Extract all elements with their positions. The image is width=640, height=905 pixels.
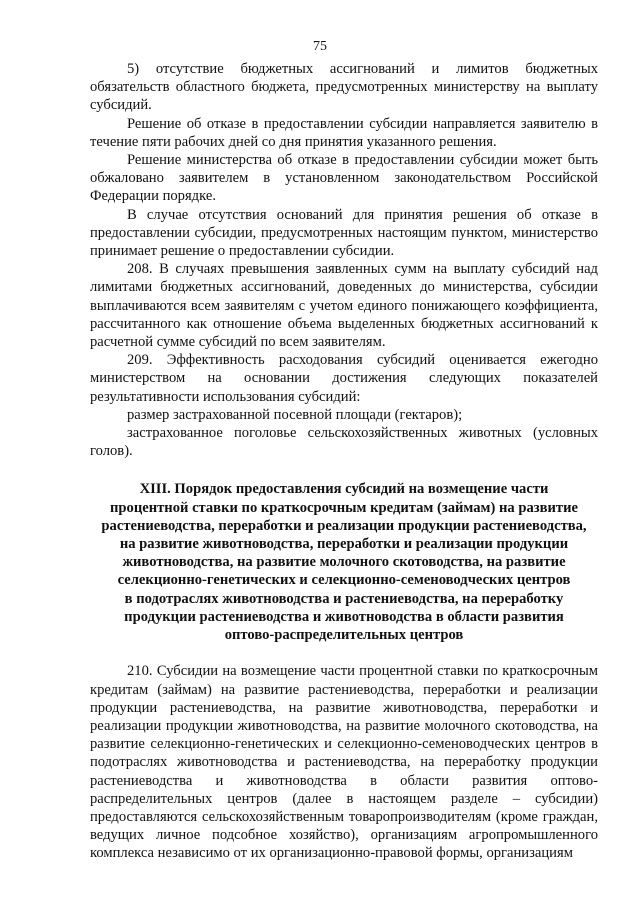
section-heading-line: на развитие животноводства, переработки и реализации продукции — [119, 536, 569, 553]
paragraph-refusal-notice: Решение об отказе в предоставлении субсидии направляется заявителю в течение пяти рабочих дней со дня принятия указанного решения. — [90, 115, 598, 150]
paragraph-decision: В случае отсутствия оснований для принятия решения об отказе в предоставлении субсидии, предусмотренных настоящим пунктом, министерство принимает решение о предоставлении субсидии. — [90, 206, 598, 260]
paragraph-indicator-area: размер застрахованной посевной площади (гектаров); — [127, 406, 463, 423]
section-heading-line: продукции растениеводства и животноводства в области развития — [124, 608, 564, 625]
section-heading-line: процентной ставки по краткосрочным кредитам (займам) на развитие — [110, 499, 578, 516]
page-number: 75 — [313, 39, 327, 54]
section-heading-line: оптово-распределительных центров — [224, 627, 464, 644]
paragraph-209: 209. Эффективность расходования субсидий оценивается ежегодно министерством на основании достижения следующих показателей результативности использования субсидий: — [90, 352, 598, 405]
document-body — [90, 60, 598, 863]
section-heading-line: селекционно-генетических и селекционно-семеноводческих центров — [117, 572, 571, 589]
paragraph-210: 210. Субсидии на возмещение части процентной ставки по краткосрочным кредитам (займам) на развитие растениеводства, переработки и реализации продукции растениеводства, на развитие животноводства, переработки и реализации продукции животноводства, на развитие молочного скотоводства, на развитие селекционно-генетических и селекционно-семеноводческих центров в подотраслях животноводства и растениеводства, на переработку продукции растениеводства и животноводства в области развития оптово-распределительных центров (далее в настоящем разделе – субсидии) предоставляются сельскохозяйственным товаропроизводителям (кроме граждан, ведущих личное подсобное хозяйство), организациям агропромышленного комплекса независимо от их организационно-правовой формы, организациям — [90, 663, 598, 862]
section-heading-line: XIII. Порядок предоставления субсидий на возмещение части — [139, 481, 549, 498]
section-heading-line: растениеводства, переработки и реализации продукции растениеводства, — [101, 517, 587, 534]
paragraph-appeal: Решение министерства об отказе в предоставлении субсидии может быть обжаловано заявителем в установленном законодательством Российской Федерации порядке. — [90, 152, 598, 205]
section-heading-line: животноводства, на развитие молочного скотоводства, на развитие — [122, 554, 566, 571]
section-heading-line: в подотраслях животноводства и растениеводства, на переработку — [124, 590, 564, 607]
paragraph-208: 208. В случаях превышения заявленных сумм на выплату субсидий над лимитами бюджетных ассигнований, доведенных до министерства, субсидии выплачиваются всем заявителям с учетом единого понижающего коэффициента, рассчитанного как отношение объема выделенных бюджетных ассигнований к расчетной сумме субсидий по всем заявителям. — [90, 261, 598, 351]
paragraph-indicator-livestock: застрахованное поголовье сельскохозяйственных животных (условных голов). — [90, 425, 598, 460]
section-heading — [90, 480, 598, 644]
paragraph-item-5: 5) отсутствие бюджетных ассигнований и лимитов бюджетных обязательств областного бюджета, предусмотренных министерству на выплату субсидий. — [90, 61, 598, 114]
